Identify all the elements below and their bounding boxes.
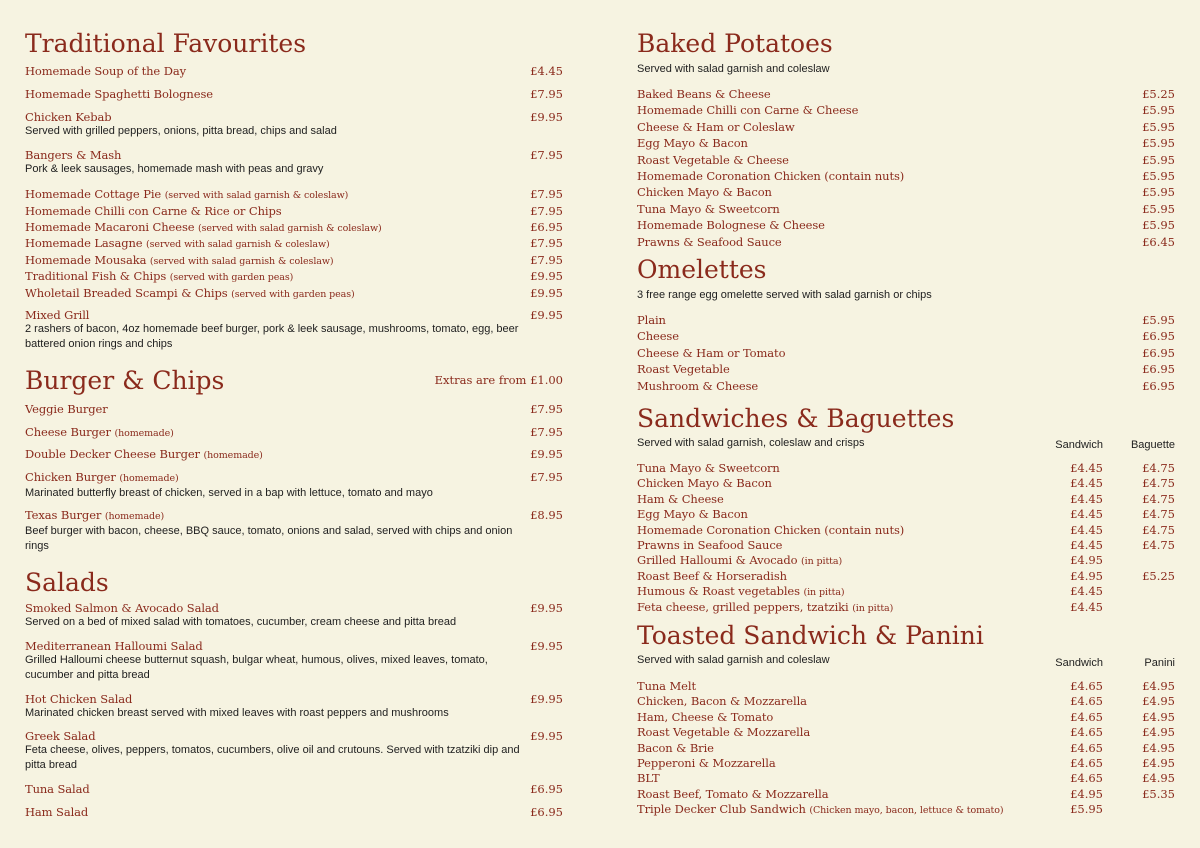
menu-item: [25, 508, 563, 554]
menu-item: [637, 202, 1175, 216]
item-name-text: Mushroom & Cheese: [637, 378, 759, 393]
item-price-1: £4.45: [1070, 538, 1103, 552]
item-price-2: £4.95: [1142, 709, 1175, 724]
item-name: [25, 87, 563, 101]
item-price: £9.95: [530, 269, 563, 283]
menu-item: [25, 692, 563, 721]
menu-item: [637, 346, 1175, 360]
item-name-text: Veggie Burger: [25, 402, 108, 416]
menu-item: [637, 492, 1175, 506]
item-name: [637, 379, 1175, 393]
item-name-text: Chicken Mayo & Bacon: [637, 476, 772, 491]
item-note: (served with garden peas): [231, 289, 355, 300]
item-name-text: Egg Mayo & Bacon: [637, 136, 748, 151]
menu-item: [637, 741, 1175, 755]
menu-item: [637, 153, 1175, 167]
item-price: £5.95: [1142, 313, 1175, 327]
item-price: £6.95: [530, 805, 563, 819]
item-note: (homemade): [104, 511, 165, 522]
item-name-text: Prawns in Seafood Sauce: [637, 538, 783, 552]
item-price: £9.95: [530, 110, 563, 124]
item-price: £9.95: [530, 286, 563, 300]
item-name-text: Roast Vegetable: [637, 362, 730, 377]
item-price: £9.95: [530, 692, 563, 706]
sandwiches-subtitle: Served with salad garnish, coleslaw and crisps: [637, 437, 865, 449]
menu-item: [25, 286, 563, 302]
menu-item: [637, 569, 1175, 583]
menu-item: [637, 725, 1175, 739]
item-price: £6.95: [530, 220, 563, 234]
item-name-text: Traditional Fish & Chips: [25, 269, 167, 283]
item-name-text: Bacon & Brie: [637, 740, 714, 755]
item-price-2: £4.95: [1142, 694, 1175, 709]
item-note: (homemade): [114, 428, 174, 439]
item-name-text: Chicken, Bacon & Mozzarella: [637, 694, 807, 709]
item-price-2: £4.95: [1142, 679, 1175, 693]
item-name: [25, 236, 563, 252]
item-price-2: £4.75: [1142, 538, 1175, 552]
item-name: [25, 286, 563, 302]
item-name-text: Wholetail Breaded Scampi & Chips: [25, 286, 228, 300]
item-name: [25, 269, 563, 285]
item-name: [637, 202, 1175, 216]
item-name: [25, 692, 563, 706]
item-price-1: £4.45: [1070, 522, 1103, 537]
item-price-1: £4.65: [1070, 771, 1103, 786]
item-note: (served with salad garnish & coleslaw): [146, 239, 330, 250]
item-price-1: £4.65: [1070, 679, 1103, 693]
item-price-2: £4.95: [1142, 725, 1175, 740]
burger-extras-note: Extras are from £1.00: [434, 373, 563, 387]
item-note: (in pitta): [803, 587, 845, 599]
item-price: £6.45: [1142, 234, 1175, 249]
item-name: [25, 148, 563, 162]
item-price: £7.95: [530, 470, 563, 484]
item-price: £5.95: [1142, 218, 1175, 233]
item-name-text: Tuna Mayo & Sweetcorn: [637, 201, 780, 216]
item-description: Served on a bed of mixed salad with tomatoes, cucumber, cream cheese and pitta bread: [25, 616, 457, 628]
item-price: £7.95: [530, 187, 563, 201]
item-name: [25, 187, 563, 203]
item-price-1: £4.45: [1070, 584, 1103, 599]
item-description: Served with grilled peppers, onions, pitta bread, chips and salad: [25, 125, 337, 137]
menu-item: [637, 379, 1175, 393]
item-price-2: £4.75: [1142, 522, 1175, 537]
sandwiches-col-sandwich: Sandwich: [1055, 439, 1103, 451]
item-name-text: Roast Beef, Tomato & Mozzarella: [637, 786, 829, 801]
item-name: [637, 136, 1175, 150]
item-name: [25, 220, 563, 236]
item-name-text: Ham & Cheese: [637, 491, 724, 506]
item-name-text: Cheese Burger: [25, 425, 111, 439]
menu-item: [637, 136, 1175, 150]
menu-item: [637, 235, 1175, 249]
item-note: (homemade): [203, 450, 263, 461]
menu-item: [637, 169, 1175, 183]
item-description: Grilled Halloumi cheese butternut squash, bulgar wheat, humous, olives, mixed leaves, tomato, cucumber and pitta bread: [25, 654, 488, 681]
item-name-text: Homemade Coronation Chicken (contain nuts): [637, 522, 905, 537]
item-name: [637, 87, 1175, 101]
menu-item: [25, 470, 563, 501]
item-price: £9.95: [530, 308, 563, 322]
item-price: £6.95: [1142, 378, 1175, 393]
item-price-1: £4.95: [1070, 786, 1103, 801]
toasted-col-panini: Panini: [1144, 657, 1175, 669]
item-name: [637, 169, 1175, 183]
menu-item: [637, 362, 1175, 376]
item-price: £7.95: [530, 402, 563, 416]
item-price-2: £4.75: [1142, 461, 1175, 475]
menu-item: [637, 538, 1175, 552]
item-description: Marinated chicken breast served with mixed leaves with roast peppers and mushrooms: [25, 707, 449, 719]
item-name: [25, 204, 563, 218]
item-name-text: Mixed Grill: [25, 308, 90, 322]
item-name-text: Ham, Cheese & Tomato: [637, 709, 774, 724]
section-title-traditional: Traditional Favourites: [25, 29, 307, 58]
item-name-text: Homemade Coronation Chicken (contain nuts): [637, 169, 905, 183]
toasted-subtitle: Served with salad garnish and coleslaw: [637, 654, 830, 666]
item-name-text: Mediterranean Halloumi Salad: [25, 639, 203, 653]
item-note: (served with salad garnish & coleslaw): [149, 256, 334, 267]
item-price: £7.95: [530, 425, 563, 439]
item-name: [637, 103, 1175, 117]
menu-item: [637, 787, 1175, 801]
item-name-text: Egg Mayo & Bacon: [637, 507, 748, 522]
menu-item: [637, 710, 1175, 724]
menu-item: [25, 220, 563, 236]
item-name-text: Cheese & Ham or Coleslaw: [637, 119, 795, 134]
item-price: £7.95: [530, 148, 563, 162]
item-name: [637, 346, 1175, 360]
menu-item: [25, 64, 563, 78]
item-price-1: £4.65: [1070, 694, 1103, 709]
menu-item: [637, 507, 1175, 521]
menu-item: [637, 802, 1175, 818]
item-name-text: Cheese: [637, 329, 679, 344]
menu-item: [637, 694, 1175, 708]
item-name-text: Homemade Chilli con Carne & Rice or Chips: [25, 204, 282, 218]
item-note: (served with garden peas): [169, 272, 294, 283]
item-price: £6.95: [1142, 345, 1175, 360]
item-price: £6.95: [530, 782, 563, 796]
menu-item: [25, 308, 563, 352]
item-name-text: Homemade Chilli con Carne & Cheese: [637, 103, 859, 118]
item-price-1: £4.45: [1070, 461, 1103, 475]
item-name: [637, 329, 1175, 343]
item-name-text: Homemade Spaghetti Bolognese: [25, 87, 213, 101]
item-price-2: £4.75: [1142, 476, 1175, 491]
item-name: [25, 64, 563, 78]
item-price-1: £5.95: [1070, 802, 1103, 817]
section-title-omelettes: Omelettes: [637, 255, 767, 284]
item-name: [637, 362, 1175, 376]
item-price: £6.95: [1142, 329, 1175, 344]
menu-item: [637, 523, 1175, 537]
item-price-1: £4.65: [1070, 709, 1103, 724]
item-note: (served with salad garnish & coleslaw): [198, 223, 382, 234]
section-title-burger: Burger & Chips: [25, 366, 225, 395]
item-name-text: Grilled Halloumi & Avocado: [637, 553, 798, 568]
item-name-text: Tuna Mayo & Sweetcorn: [637, 461, 780, 475]
menu-item: [637, 329, 1175, 343]
item-name-text: Pepperoni & Mozzarella: [637, 756, 776, 770]
item-name: [25, 402, 563, 416]
section-title-salads: Salads: [25, 568, 109, 597]
item-name: [637, 313, 1175, 327]
item-price-2: £4.95: [1142, 771, 1175, 786]
menu-item: [25, 601, 563, 630]
item-name: [25, 639, 563, 653]
item-note: (in pitta): [801, 556, 843, 568]
item-price-1: £4.45: [1070, 507, 1103, 522]
item-price-1: £4.45: [1070, 491, 1103, 506]
item-description: Marinated butterfly breast of chicken, served in a bap with lettuce, tomato and mayo: [25, 487, 433, 499]
menu-item: [25, 425, 563, 441]
menu-item: [637, 461, 1175, 475]
item-price: £9.95: [530, 729, 563, 743]
item-name-text: Roast Beef & Horseradish: [637, 568, 787, 583]
item-price: £8.95: [530, 508, 563, 522]
item-description: 2 rashers of bacon, 4oz homemade beef burger, pork & leek sausage, mushrooms, tomato, egg, beer battered onion rings and chips: [25, 323, 519, 350]
menu-item: [637, 103, 1175, 117]
omelettes-subtitle: 3 free range egg omelette served with salad garnish or chips: [637, 289, 932, 301]
item-price: £4.45: [530, 64, 563, 78]
menu-item: [637, 679, 1175, 693]
item-price-2: £4.95: [1142, 756, 1175, 770]
menu-item: [25, 805, 563, 819]
item-name-text: Homemade Bolognese & Cheese: [637, 218, 825, 233]
item-name: [25, 447, 563, 463]
menu-item: [25, 148, 563, 177]
item-name-text: Feta cheese, grilled peppers, tzatziki: [637, 599, 849, 614]
menu-item: [637, 771, 1175, 785]
item-name: [25, 805, 563, 819]
item-name-text: Homemade Soup of the Day: [25, 64, 186, 78]
menu-item: [637, 600, 1175, 616]
item-note: (Chicken mayo, bacon, lettuce & tomato): [809, 805, 1004, 817]
item-price: £7.95: [530, 253, 563, 267]
menu-item: [25, 204, 563, 218]
item-name-text: Texas Burger: [25, 508, 102, 522]
item-name-text: Chicken Mayo & Bacon: [637, 185, 772, 200]
item-price-1: £4.95: [1070, 568, 1103, 583]
item-name: [637, 235, 1175, 249]
item-name-text: Humous & Roast vegetables: [637, 584, 800, 599]
item-name: [637, 153, 1175, 167]
item-name: [25, 729, 563, 743]
item-name-text: Homemade Mousaka: [25, 253, 147, 267]
menu-item: [637, 476, 1175, 490]
item-name-text: BLT: [637, 771, 660, 786]
item-name: [25, 470, 563, 486]
item-name-text: Chicken Burger: [25, 470, 116, 484]
item-price-1: £4.45: [1070, 599, 1103, 614]
item-name-text: Roast Vegetable & Cheese: [637, 152, 789, 167]
item-price-2: £4.75: [1142, 507, 1175, 522]
item-name: [637, 120, 1175, 134]
item-name-text: Triple Decker Club Sandwich: [637, 802, 806, 817]
item-name: [25, 253, 563, 269]
item-price-2: £4.95: [1142, 740, 1175, 755]
item-price-2: £5.35: [1142, 786, 1175, 801]
item-note: (homemade): [119, 473, 179, 484]
menu-item: [25, 447, 563, 463]
menu-item: [637, 87, 1175, 101]
item-name-text: Chicken Kebab: [25, 110, 112, 124]
item-name: [25, 425, 563, 441]
menu-item: [637, 185, 1175, 199]
item-price: £6.95: [1142, 362, 1175, 377]
item-price: £7.95: [530, 87, 563, 101]
item-price: £5.95: [1142, 169, 1175, 183]
item-name-text: Baked Beans & Cheese: [637, 87, 771, 101]
item-name: [25, 782, 563, 796]
menu-item: [637, 553, 1175, 569]
menu-item: [25, 236, 563, 252]
item-price-1: £4.65: [1070, 756, 1103, 770]
menu-item: [637, 313, 1175, 327]
item-name-text: Plain: [637, 313, 666, 327]
item-price: £9.95: [530, 447, 563, 461]
menu-item: [25, 269, 563, 285]
section-title-potatoes: Baked Potatoes: [637, 29, 833, 58]
item-name: [25, 308, 563, 322]
item-name-text: Homemade Lasagne: [25, 236, 143, 250]
item-description: Feta cheese, olives, peppers, tomatos, cucumbers, olive oil and crutouns. Served with tzatziki dip and pitta bread: [25, 744, 520, 771]
potatoes-subtitle: Served with salad garnish and coleslaw: [637, 63, 830, 75]
item-price-2: £4.75: [1142, 491, 1175, 506]
item-price-2: £5.25: [1142, 568, 1175, 583]
item-price: £5.25: [1142, 87, 1175, 101]
item-price-1: £4.65: [1070, 725, 1103, 740]
item-price: £9.95: [530, 601, 563, 615]
toasted-col-sandwich: Sandwich: [1055, 657, 1103, 669]
item-price-1: £4.45: [1070, 476, 1103, 491]
menu-item: [25, 187, 563, 203]
item-name: [25, 110, 563, 124]
item-price: £7.95: [530, 204, 563, 218]
item-name-text: Ham Salad: [25, 805, 89, 819]
item-name-text: Tuna Melt: [637, 679, 696, 693]
item-name-text: Bangers & Mash: [25, 148, 122, 162]
menu-item: [25, 253, 563, 269]
menu-item: [637, 218, 1175, 232]
item-name-text: Cheese & Ham or Tomato: [637, 345, 786, 360]
menu-item: [25, 782, 563, 796]
section-title-sandwiches: Sandwiches & Baguettes: [637, 404, 955, 433]
item-description: Beef burger with bacon, cheese, BBQ sauce, tomato, onions and salad, served with chips and onion rings: [25, 525, 513, 552]
item-price: £5.95: [1142, 136, 1175, 151]
item-name-text: Roast Vegetable & Mozzarella: [637, 725, 811, 740]
item-name: [25, 601, 563, 615]
item-name-text: Double Decker Cheese Burger: [25, 447, 200, 461]
menu-item: [25, 729, 563, 773]
menu-item: [637, 756, 1175, 770]
item-name-text: Hot Chicken Salad: [25, 692, 133, 706]
menu-item: [637, 120, 1175, 134]
menu-item: [25, 110, 563, 139]
item-description: Pork & leek sausages, homemade mash with peas and gravy: [25, 163, 324, 175]
item-price: £5.95: [1142, 185, 1175, 200]
sandwiches-col-baguette: Baguette: [1130, 439, 1175, 451]
item-price: £7.95: [530, 236, 563, 250]
menu-item: [25, 639, 563, 683]
item-name-text: Homemade Macaroni Cheese: [25, 220, 195, 234]
menu-item: [25, 87, 563, 101]
item-name-text: Tuna Salad: [25, 782, 90, 796]
item-name: [637, 185, 1175, 199]
item-name: [637, 218, 1175, 232]
item-name-text: Prawns & Seafood Sauce: [637, 234, 782, 249]
item-price-1: £4.95: [1070, 553, 1103, 568]
item-name: [25, 508, 563, 524]
menu-item: [25, 402, 563, 416]
item-price-1: £4.65: [1070, 740, 1103, 755]
item-name-text: Greek Salad: [25, 729, 96, 743]
item-note: (in pitta): [852, 602, 894, 614]
item-price: £5.95: [1142, 119, 1175, 134]
item-price: £5.95: [1142, 103, 1175, 118]
menu-item: [637, 584, 1175, 600]
item-price: £5.95: [1142, 152, 1175, 167]
section-title-toasted: Toasted Sandwich & Panini: [637, 621, 984, 650]
item-name-text: Smoked Salmon & Avocado Salad: [25, 601, 219, 615]
item-price: £5.95: [1142, 201, 1175, 216]
item-name-text: Homemade Cottage Pie: [25, 187, 162, 201]
item-price: £9.95: [530, 639, 563, 653]
item-note: (served with salad garnish & coleslaw): [164, 190, 349, 201]
